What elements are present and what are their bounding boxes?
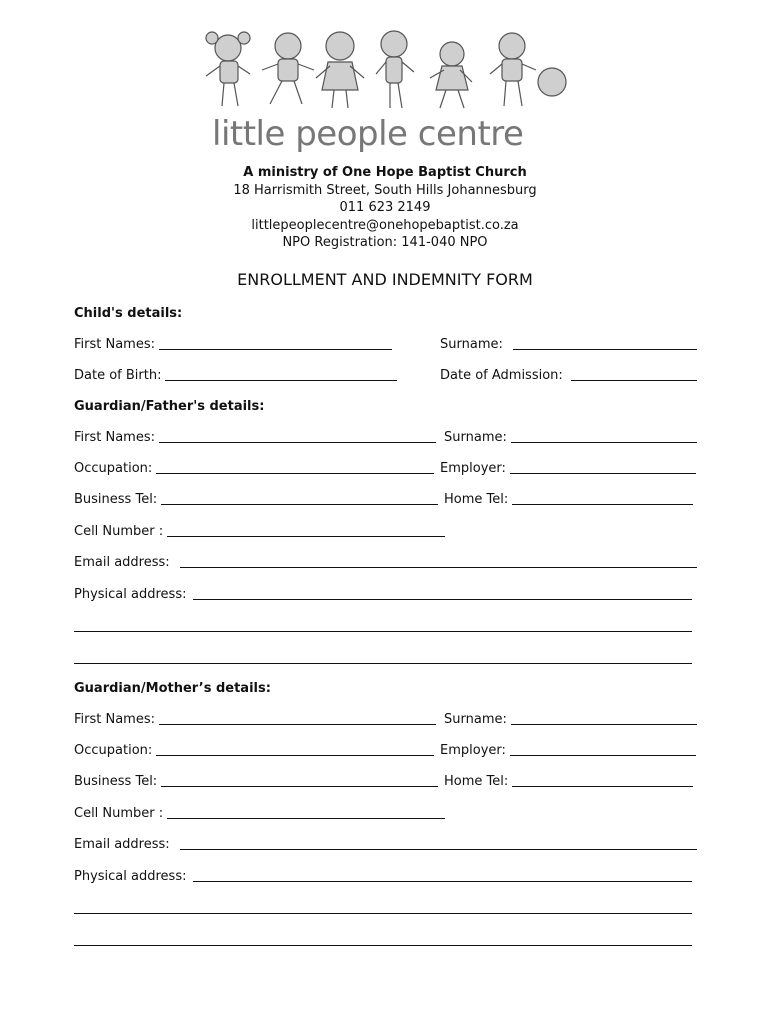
fill-line[interactable]	[193, 588, 692, 600]
field-label: Cell Number :	[74, 524, 164, 539]
section-heading-mother: Guardian/Mother’s details:	[74, 681, 271, 696]
field-label: Surname:	[440, 337, 503, 352]
field-label: Home Tel:	[444, 492, 509, 507]
street-address: 18 Harrismith Street, South Hills Johannesburg	[233, 182, 537, 198]
fill-line[interactable]	[512, 775, 693, 787]
field-label: Home Tel:	[444, 774, 509, 789]
mother-home-tel-field[interactable]	[444, 774, 693, 789]
field-label: Date of Birth:	[74, 368, 162, 383]
field-label: Employer:	[440, 461, 506, 476]
mother-cell-field[interactable]	[74, 806, 445, 821]
father-address-line-2[interactable]	[74, 631, 692, 632]
field-label: Surname:	[444, 712, 507, 727]
fill-line[interactable]	[161, 493, 438, 505]
father-occupation-field[interactable]	[74, 461, 434, 476]
organization-info	[0, 164, 770, 252]
father-surname-field[interactable]	[444, 430, 697, 445]
father-employer-field[interactable]	[440, 461, 696, 476]
fill-line[interactable]	[159, 431, 436, 443]
section-heading-child: Child's details:	[74, 306, 183, 321]
child-admission-field[interactable]	[440, 368, 697, 383]
father-business-tel-field[interactable]	[74, 492, 438, 507]
field-label: Occupation:	[74, 743, 153, 758]
fill-line[interactable]	[167, 525, 445, 537]
fill-line[interactable]	[511, 713, 697, 725]
field-label: Cell Number :	[74, 806, 164, 821]
fill-line[interactable]	[156, 744, 434, 756]
fill-line[interactable]	[510, 462, 696, 474]
fill-line[interactable]	[159, 713, 436, 725]
field-label: Physical address:	[74, 869, 187, 884]
field-label: Business Tel:	[74, 492, 158, 507]
fill-line[interactable]	[161, 775, 438, 787]
field-label: Surname:	[444, 430, 507, 445]
father-address-line-3[interactable]	[74, 663, 692, 664]
field-label: Physical address:	[74, 587, 187, 602]
field-label: Email address:	[74, 555, 170, 570]
logo	[190, 28, 570, 162]
fill-line[interactable]	[167, 807, 445, 819]
mother-address-line-2[interactable]	[74, 913, 692, 914]
child-dob-field[interactable]	[74, 368, 397, 383]
field-label: Business Tel:	[74, 774, 158, 789]
field-label: First Names:	[74, 430, 155, 445]
ministry-line: A ministry of One Hope Baptist Church	[243, 165, 527, 180]
fill-line[interactable]	[156, 462, 434, 474]
fill-line[interactable]	[571, 369, 697, 381]
mother-email-field[interactable]	[74, 837, 697, 852]
father-home-tel-field[interactable]	[444, 492, 693, 507]
children-illustration	[190, 28, 570, 112]
phone-number: 011 623 2149	[339, 200, 431, 216]
field-label: Employer:	[440, 743, 506, 758]
father-first-names-field[interactable]	[74, 430, 436, 445]
mother-business-tel-field[interactable]	[74, 774, 438, 789]
field-label: Email address:	[74, 837, 170, 852]
brand-name: little people centre	[212, 114, 524, 154]
child-first-names-field[interactable]	[74, 337, 392, 352]
mother-physical-field[interactable]	[74, 869, 692, 884]
field-label: Occupation:	[74, 461, 153, 476]
email-address: littlepeoplecentre@onehopebaptist.co.za	[251, 217, 519, 233]
fill-line[interactable]	[513, 338, 697, 350]
father-physical-field[interactable]	[74, 587, 692, 602]
mother-surname-field[interactable]	[444, 712, 697, 727]
fill-line[interactable]	[193, 870, 692, 882]
father-email-field[interactable]	[74, 555, 697, 570]
fill-line[interactable]	[510, 744, 696, 756]
field-label: First Names:	[74, 337, 155, 352]
fill-line[interactable]	[512, 493, 693, 505]
mother-address-line-3[interactable]	[74, 945, 692, 946]
mother-first-names-field[interactable]	[74, 712, 436, 727]
fill-line[interactable]	[511, 431, 697, 443]
mother-employer-field[interactable]	[440, 743, 696, 758]
fill-line[interactable]	[165, 369, 397, 381]
section-heading-father: Guardian/Father's details:	[74, 399, 265, 414]
field-label: Date of Admission:	[440, 368, 563, 383]
child-surname-field[interactable]	[440, 337, 697, 352]
form-title: ENROLLMENT AND INDEMNITY FORM	[237, 270, 533, 289]
father-cell-field[interactable]	[74, 524, 445, 539]
npo-registration: NPO Registration: 141-040 NPO	[282, 235, 488, 251]
mother-occupation-field[interactable]	[74, 743, 434, 758]
fill-line[interactable]	[180, 556, 697, 568]
fill-line[interactable]	[180, 838, 697, 850]
fill-line[interactable]	[159, 338, 392, 350]
field-label: First Names:	[74, 712, 155, 727]
